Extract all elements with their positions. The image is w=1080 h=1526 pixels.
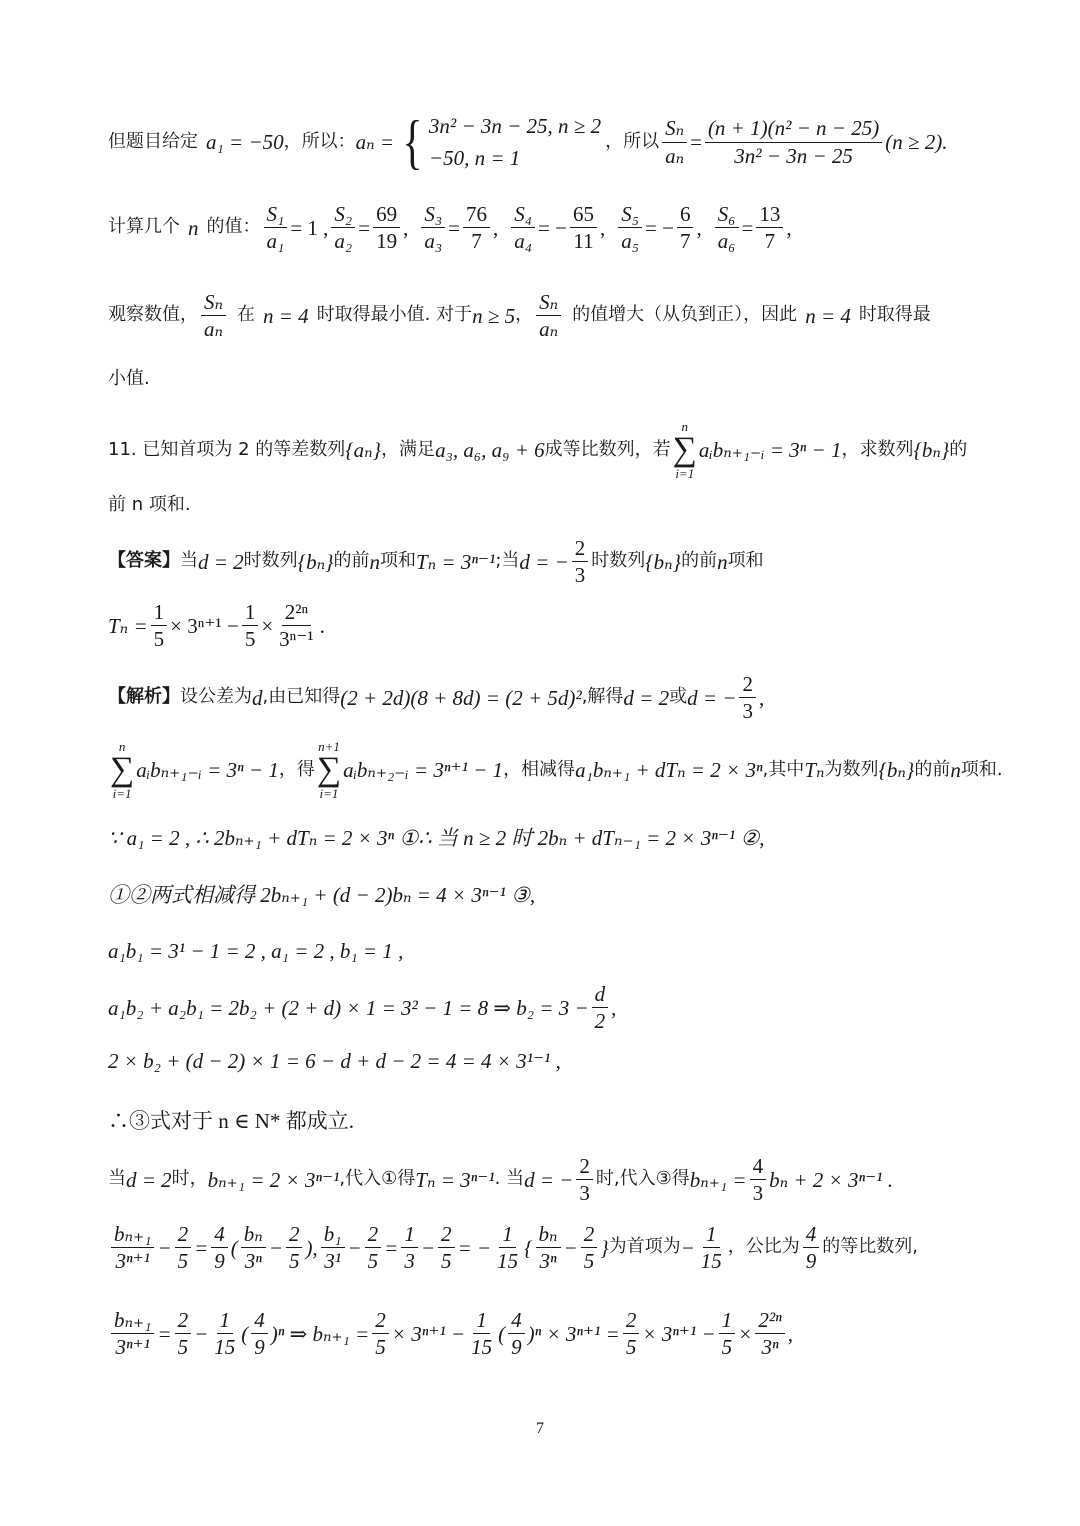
math: d = − bbox=[524, 1167, 574, 1192]
math: n bbox=[369, 549, 380, 574]
fraction: $\frac{76}{7}$ bbox=[463, 202, 490, 253]
math: {bₙ} bbox=[878, 757, 915, 782]
math: a₁ = −50 bbox=[206, 129, 284, 154]
math: )ⁿ ⇒ bₙ₊₁ = bbox=[270, 1321, 370, 1346]
math: a₁b₂ + a₂b₁ = 2b₂ + (2 + d) × 1 = 3² − 1 = 8 ⇒ b₂ = 3 − bbox=[108, 995, 589, 1020]
math: − bbox=[680, 1235, 695, 1260]
text: 为首项为 bbox=[608, 1236, 681, 1258]
fraction: $\frac{4}{9}$ bbox=[211, 1222, 228, 1273]
fraction: $\frac{\text{bₙ₊₁}}{\text{3ⁿ⁺¹}}$ bbox=[111, 1222, 154, 1273]
math: d = 2 bbox=[623, 685, 670, 710]
math: = − bbox=[538, 215, 567, 240]
value-list bbox=[328, 202, 801, 253]
fraction: $\frac{1}{15}$ bbox=[471, 1308, 493, 1360]
text: 项和. bbox=[960, 758, 1003, 780]
math: d = − bbox=[687, 685, 737, 710]
summation: n ∑ i=1 bbox=[110, 739, 135, 801]
math: a₁b₁ = 3¹ − 1 = 2 , a₁ = 2 , b₁ = 1 , bbox=[108, 939, 404, 963]
math: (2 + 2d)(8 + 8d) = (2 + 5d)² bbox=[340, 685, 582, 710]
text: ，所以 bbox=[605, 130, 660, 152]
math: , bbox=[787, 1321, 794, 1346]
answer-line-1 bbox=[108, 536, 984, 587]
line-4 bbox=[108, 368, 984, 391]
fraction: $\frac{\text{S₃}}{\text{a₃}}$ bbox=[421, 202, 445, 253]
fraction: $\frac{2}{5}$ bbox=[581, 1222, 598, 1273]
math: = bbox=[448, 215, 460, 240]
math: aᵢbₙ₊₁₋ᵢ = 3ⁿ − 1 bbox=[698, 437, 842, 462]
math: {bₙ} bbox=[297, 549, 334, 574]
text: 当 bbox=[108, 1168, 126, 1190]
solution-line-7 bbox=[108, 1048, 984, 1074]
text: 的前 bbox=[681, 550, 718, 572]
text: 在 bbox=[237, 304, 256, 326]
math: ∴③式对于 n ∈ N* 都成立. bbox=[108, 1109, 354, 1133]
math: ∵ a₁ = 2 , ∴ 2bₙ₊₁ + dTₙ = 2 × 3ⁿ ①∴ 当 n ≥ 2 时 2bₙ + dTₙ₋₁ = 2 × 3ⁿ⁻¹ ②, bbox=[108, 826, 765, 850]
math: × 3ⁿ⁺¹ − bbox=[391, 1321, 466, 1346]
fraction: $\frac{1}{15}$ bbox=[497, 1222, 519, 1274]
math: {aₙ} bbox=[345, 437, 382, 462]
answer-line-2 bbox=[108, 600, 984, 651]
fraction: $\frac{\text{S₂}}{\text{a₂}}$ bbox=[331, 202, 355, 253]
line-3 bbox=[108, 290, 984, 341]
math: = 1 , bbox=[290, 215, 329, 240]
math: = bbox=[157, 1321, 172, 1346]
math: = bbox=[194, 1235, 209, 1260]
math: , bbox=[758, 685, 765, 710]
fraction: $\frac{2}{5}$ bbox=[175, 1222, 192, 1273]
math: a₃, a₆, a₉ + 6 bbox=[435, 437, 545, 462]
fraction: $\frac{1}{5}$ bbox=[242, 600, 259, 651]
text: 观察数值， bbox=[108, 304, 198, 326]
math: d bbox=[252, 685, 263, 710]
text: ，相减得 bbox=[503, 758, 576, 780]
math: ①②两式相减得 2bₙ₊₁ + (d − 2)bₙ = 4 × 3ⁿ⁻¹ ③, bbox=[108, 883, 536, 907]
solution-label: 【解析】 bbox=[108, 686, 180, 708]
math: = bbox=[358, 215, 371, 240]
fraction: $\frac{2}{5}$ bbox=[286, 1222, 303, 1273]
summation: n ∑ i=1 bbox=[672, 419, 697, 481]
math: bₙ + 2 × 3ⁿ⁻¹ . bbox=[769, 1167, 893, 1192]
fraction: $\frac{4}{3}$ bbox=[750, 1154, 767, 1205]
math: , bbox=[696, 215, 702, 240]
math: − bbox=[194, 1321, 209, 1346]
math: = − bbox=[457, 1235, 492, 1260]
fraction: $\frac{2}{5}$ bbox=[438, 1222, 455, 1273]
fraction: $\frac{\text{S₅}}{\text{a₅}}$ bbox=[618, 202, 642, 253]
text: 计算几个 bbox=[108, 216, 180, 238]
math: × bbox=[738, 1321, 753, 1346]
math: {bₙ} bbox=[913, 437, 950, 462]
fraction: $\frac{\text{S₆}}{\text{a₆}}$ bbox=[715, 202, 739, 253]
math: )ⁿ × 3ⁿ⁺¹ = bbox=[527, 1321, 620, 1346]
math: = bbox=[384, 1235, 399, 1260]
text: 时取得最小值. 对于 bbox=[316, 304, 473, 326]
question-11 bbox=[108, 420, 984, 480]
math: ( bbox=[241, 1321, 249, 1346]
case-2: −50, n = 1 bbox=[428, 146, 521, 170]
solution-line-6 bbox=[108, 982, 984, 1033]
answer-label: 【答案】 bbox=[108, 550, 180, 572]
text: 前 n 项和. bbox=[108, 494, 191, 515]
math: − bbox=[347, 1235, 362, 1260]
text: 的 bbox=[949, 438, 968, 460]
solution-line-4 bbox=[108, 882, 984, 908]
solution-line-8 bbox=[108, 1108, 984, 1134]
text: 时数列 bbox=[243, 550, 298, 572]
fraction: $\frac{1}{15}$ bbox=[214, 1308, 236, 1360]
fraction: $\frac{2}{3}$ bbox=[739, 672, 756, 723]
fraction: $\frac{\text{Sₙ}}{\text{aₙ}}$ bbox=[662, 116, 687, 167]
math: , bbox=[492, 215, 499, 240]
text: ，求数列 bbox=[841, 438, 914, 460]
text: ,其中 bbox=[762, 758, 805, 780]
fraction: $\frac{\text{S₁}}{\text{a₁}}$ bbox=[264, 202, 288, 253]
math: n bbox=[950, 757, 961, 782]
math: − bbox=[268, 1235, 283, 1260]
fraction: $\frac{2}{5}$ bbox=[175, 1308, 192, 1359]
piecewise: { 3n² − 3n − 25, n ≥ 2 −50, n = 1 bbox=[402, 109, 602, 175]
text: 的前 bbox=[914, 758, 951, 780]
math: × 3ⁿ⁺¹ − bbox=[642, 1321, 716, 1346]
fraction: $\frac{\text{bₙ}}{\text{3ⁿ}}$ bbox=[536, 1222, 561, 1273]
math: − bbox=[563, 1235, 578, 1260]
text: ， bbox=[515, 304, 534, 326]
text: ;当 bbox=[495, 550, 520, 572]
fraction: $\frac{\text{Sₙ}}{\text{aₙ}}$ bbox=[201, 290, 226, 341]
math: ( bbox=[498, 1321, 506, 1346]
math: , bbox=[599, 215, 606, 240]
text: 小值. bbox=[108, 368, 150, 389]
fraction: $\frac{2}{3}$ bbox=[572, 536, 589, 587]
math: (n ≥ 2). bbox=[885, 129, 948, 154]
line-1 bbox=[108, 109, 984, 175]
text: 成等比数列，若 bbox=[544, 438, 671, 460]
text: 时取得最 bbox=[858, 304, 931, 326]
math: a₁bₙ₊₁ + dTₙ = 2 × 3ⁿ bbox=[575, 757, 763, 782]
text: 时,代入③得 bbox=[595, 1168, 690, 1190]
text: 的前 bbox=[333, 550, 370, 572]
text: ，所以： bbox=[283, 130, 356, 152]
text: 的值增大（从负到正），因此 bbox=[572, 304, 798, 326]
text: 的等比数列, bbox=[822, 1236, 919, 1258]
math: { bbox=[524, 1235, 533, 1260]
math: , bbox=[611, 995, 617, 1020]
math: n ≥ 5 bbox=[472, 303, 516, 328]
math: × bbox=[261, 613, 274, 638]
math: n = 4 bbox=[805, 303, 851, 328]
fraction: $\frac{\text{Sₙ}}{\text{aₙ}}$ bbox=[536, 290, 561, 341]
math: Tₙ = 3ⁿ⁻¹ bbox=[415, 549, 496, 574]
fraction: $\frac{4}{9}$ bbox=[251, 1308, 268, 1359]
fraction: $\frac{4}{9}$ bbox=[508, 1308, 525, 1359]
line-2 bbox=[108, 202, 984, 253]
fraction: $\frac{2}{5}$ bbox=[372, 1308, 389, 1359]
text: 时数列 bbox=[591, 550, 646, 572]
fraction: $\frac{2}{5}$ bbox=[365, 1222, 382, 1273]
math: {bₙ} bbox=[645, 549, 682, 574]
math: n = 4 bbox=[263, 303, 309, 328]
math: Tₙ = 3ⁿ⁻¹ bbox=[415, 1167, 495, 1192]
fraction: $\frac{\text{(n + 1)(n² − n − 25)}}{\text{3n² − 3n − 25}}$ bbox=[705, 116, 882, 167]
text: 的值： bbox=[206, 216, 261, 238]
math: = bbox=[741, 215, 754, 240]
fraction: $\frac{\text{S₄}}{\text{a₄}}$ bbox=[511, 202, 535, 253]
text: 但题目给定 bbox=[108, 130, 198, 152]
math: Tₙ bbox=[804, 757, 825, 782]
fraction: $\frac{2}{5}$ bbox=[623, 1308, 640, 1359]
fraction: $\frac{4}{9}$ bbox=[803, 1222, 820, 1273]
text: 为数列 bbox=[824, 758, 879, 780]
solution-line-2 bbox=[108, 739, 1003, 801]
math: aᵢbₙ₊₁₋ᵢ = 3ⁿ − 1 bbox=[136, 757, 279, 782]
math: , bbox=[786, 215, 792, 240]
text: ，公比为 bbox=[727, 1236, 800, 1258]
math: bₙ₊₁ = 2 × 3ⁿ⁻¹ bbox=[207, 1167, 340, 1192]
text: 设公差为 bbox=[180, 686, 252, 708]
math: ), bbox=[305, 1235, 318, 1260]
text: 时， bbox=[171, 1168, 208, 1190]
text: ,解得 bbox=[581, 686, 624, 708]
text: ，得 bbox=[278, 758, 315, 780]
math: bₙ₊₁ = bbox=[689, 1167, 747, 1192]
summation: n+1 ∑ i=1 bbox=[316, 739, 342, 801]
fraction: $\frac{6}{7}$ bbox=[677, 202, 694, 253]
math: = bbox=[690, 129, 702, 154]
fraction: $\frac{\text{bₙ}}{\text{3ⁿ}}$ bbox=[241, 1222, 266, 1273]
text: ，满足 bbox=[381, 438, 436, 460]
solution-line-10 bbox=[108, 1222, 984, 1273]
fraction: $\frac{\text{b₁}}{\text{3¹}}$ bbox=[321, 1222, 345, 1273]
math: d = 2 bbox=[126, 1167, 172, 1192]
fraction: $\frac{\text{2²ⁿ}}{\text{3ⁿ⁻¹}}$ bbox=[279, 600, 314, 652]
text: 项和 bbox=[727, 550, 764, 572]
math: 2 × b₂ + (d − 2) × 1 = 6 − d + d − 2 = 4 = 4 × 3¹⁻¹ , bbox=[108, 1049, 561, 1073]
math: aᵢbₙ₊₂₋ᵢ = 3ⁿ⁺¹ − 1 bbox=[343, 757, 504, 782]
solution-line-5 bbox=[108, 938, 984, 964]
fraction: $\frac{69}{19}$ bbox=[373, 202, 400, 253]
math: , bbox=[403, 215, 409, 240]
fraction: $\frac{d}{2}$ bbox=[592, 982, 609, 1033]
math: Tₙ = bbox=[108, 613, 148, 638]
solution-line-11 bbox=[108, 1308, 984, 1359]
fraction: $\frac{1}{15}$ bbox=[700, 1222, 722, 1274]
text: 11. 已知首项为 2 的等差数列 bbox=[108, 438, 346, 460]
fraction: $\frac{1}{5}$ bbox=[151, 600, 168, 651]
solution-line-9 bbox=[108, 1154, 984, 1205]
fraction: $\frac{13}{7}$ bbox=[756, 202, 783, 253]
solution-line-3 bbox=[108, 825, 984, 851]
math: ( bbox=[230, 1235, 238, 1260]
text: ,代入①得 bbox=[339, 1168, 416, 1190]
math: d = − bbox=[519, 549, 569, 574]
math: d = 2 bbox=[198, 549, 244, 574]
solution-line-1 bbox=[108, 672, 984, 723]
math: − bbox=[157, 1235, 172, 1260]
math: = − bbox=[645, 215, 674, 240]
math: . bbox=[319, 613, 325, 638]
text: 当 bbox=[180, 550, 198, 572]
math: × 3ⁿ⁺¹ − bbox=[170, 613, 239, 638]
math: aₙ = bbox=[355, 129, 395, 154]
fraction: $\frac{65}{11}$ bbox=[570, 202, 597, 253]
fraction: $\frac{\text{bₙ₊₁}}{\text{3ⁿ⁺¹}}$ bbox=[111, 1308, 154, 1359]
question-11-cont bbox=[108, 494, 984, 517]
page-number: 7 bbox=[536, 1420, 544, 1437]
text: . 当 bbox=[494, 1168, 525, 1190]
case-1: 3n² − 3n − 25, n ≥ 2 bbox=[428, 113, 602, 138]
text: 项和 bbox=[379, 550, 416, 572]
math: n bbox=[717, 549, 728, 574]
math: − bbox=[420, 1235, 436, 1260]
math: } bbox=[600, 1235, 609, 1260]
text: 或 bbox=[669, 686, 688, 708]
text: ,由已知得 bbox=[262, 686, 341, 708]
fraction: $\frac{1}{3}$ bbox=[401, 1222, 418, 1273]
fraction: $\frac{2}{3}$ bbox=[576, 1154, 593, 1205]
fraction: $\frac{\text{2²ⁿ}}{\text{3ⁿ}}$ bbox=[755, 1308, 784, 1359]
fraction: $\frac{1}{5}$ bbox=[719, 1308, 736, 1359]
math: n bbox=[188, 215, 199, 240]
